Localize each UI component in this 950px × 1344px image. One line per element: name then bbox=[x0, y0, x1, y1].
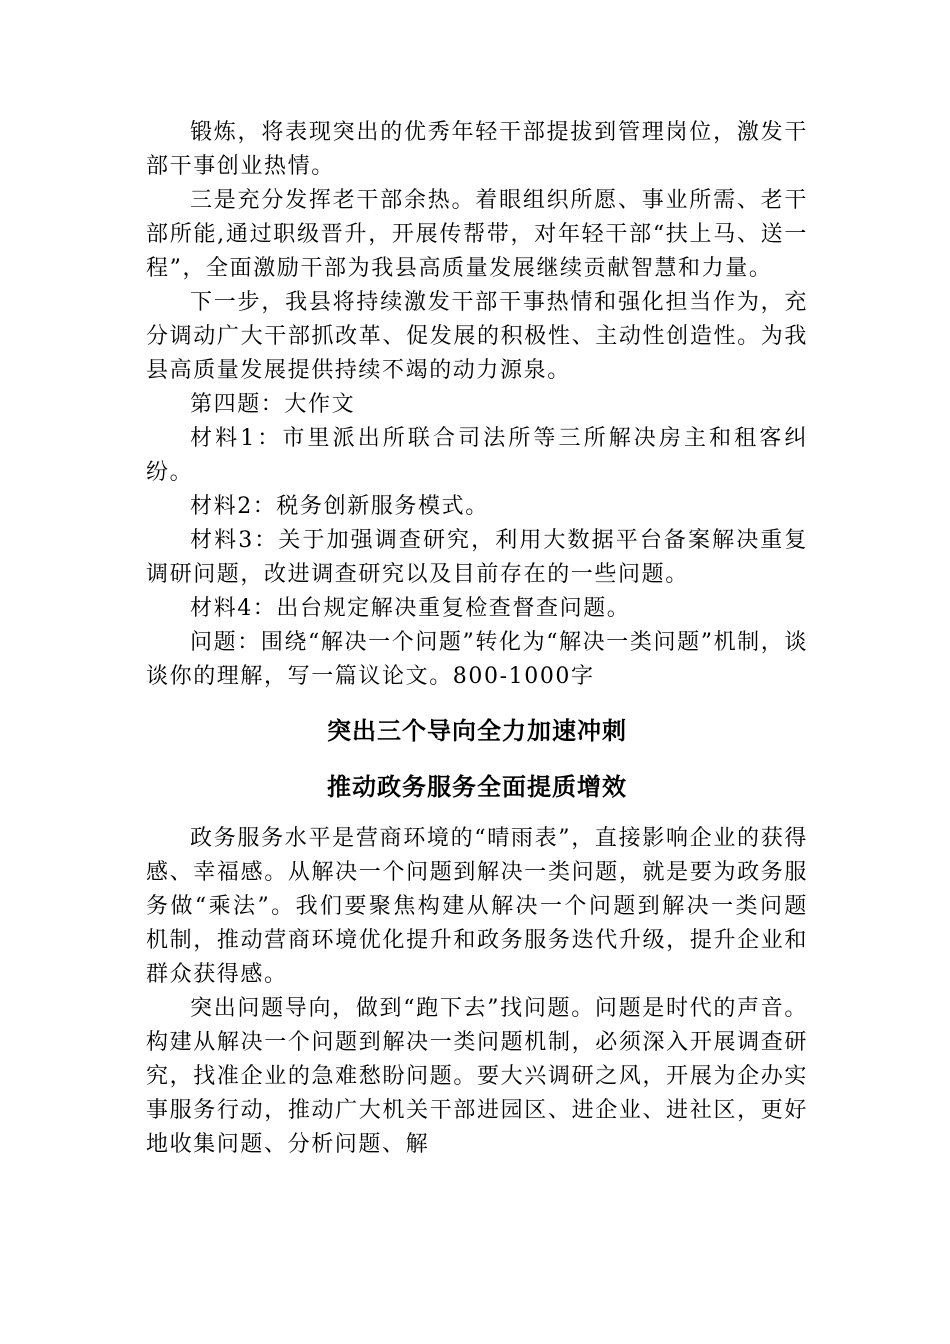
paragraph-next-step: 下一步，我县将持续激发干部干事热情和强化担当作为，充分调动广大干部抓改革、促发展的积极性、主动性创造性。为我县高质量发展提供持续不竭的动力源泉。 bbox=[146, 290, 808, 383]
document-page bbox=[146, 116, 808, 1162]
paragraph-training: 锻炼，将表现突出的优秀年轻干部提拔到管理岗位，激发干部干事创业热情。 bbox=[146, 120, 808, 179]
material-4: 材料4：出台规定解决重复检查督查问题。 bbox=[190, 596, 631, 621]
material-2: 材料2：税务创新服务模式。 bbox=[190, 494, 489, 519]
essay-paragraph-intro: 政务服务水平是营商环境的“晴雨表”，直接影响企业的获得感、幸福感。从解决一个问题到解决一类问题，就是要为政务服务做“乘法”。我们要聚焦构建从解决一个问题到解决一类问题机制，推动营商环境优化提升和政务服务迭代升级，提升企业和群众获得感。 bbox=[146, 826, 808, 987]
essay-question: 问题：围绕“解决一个问题”转化为“解决一类问题”机制，谈谈你的理解，写一篇议论文。800-1000字 bbox=[146, 630, 808, 689]
question-four-title: 第四题：大作文 bbox=[190, 392, 356, 417]
material-1: 材料1：市里派出所联合司法所等三所解决房主和租客纠纷。 bbox=[146, 426, 808, 485]
essay-title-line-1: 突出三个导向全力加速冲刺 bbox=[327, 717, 627, 745]
paragraph-veteran-cadres: 三是充分发挥老干部余热。着眼组织所愿、事业所需、老干部所能,通过职级晋升，开展传帮带，对年轻干部“扶上马、送一程”，全面激励干部为我县高质量发展继续贡献智慧和力量。 bbox=[146, 188, 808, 281]
essay-paragraph-problem-orientation: 突出问题导向，做到“跑下去”找问题。问题是时代的声音。构建从解决一个问题到解决一类问题机制，必须深入开展调查研究，找准企业的急难愁盼问题。要大兴调研之风，开展为企办实事服务行动，推动广大机关干部进园区、进企业、进社区，更好地收集问题、分析问题、解 bbox=[146, 996, 808, 1157]
essay-title-line-2: 推动政务服务全面提质增效 bbox=[327, 773, 627, 801]
material-3: 材料3：关于加强调查研究，利用大数据平台备案解决重复调研问题，改进调查研究以及目前存在的一些问题。 bbox=[146, 528, 808, 587]
